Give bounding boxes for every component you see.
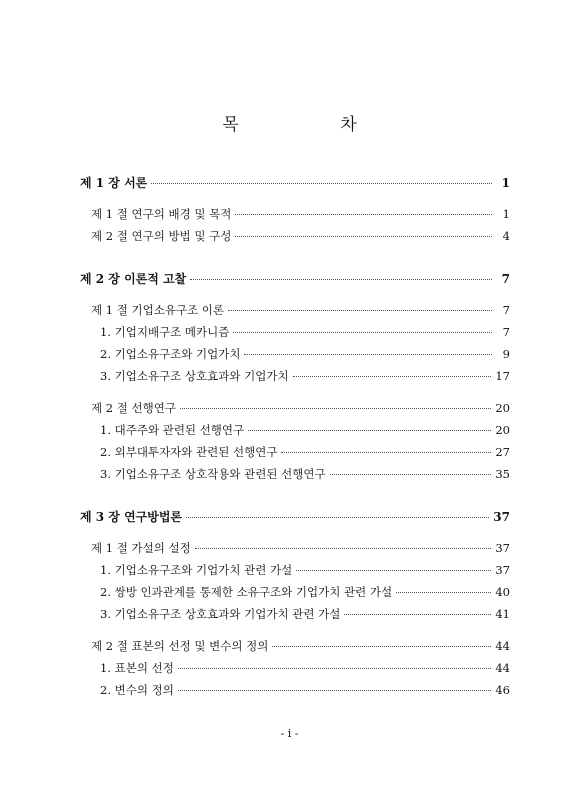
dot-leader <box>178 690 492 691</box>
dot-leader <box>272 646 491 647</box>
toc-page-number: 37 <box>495 563 510 577</box>
toc-entry-text: 2. 쌍방 인과관계를 통제한 소유구조와 기업가치 관련 가설 <box>100 585 393 599</box>
toc-item <box>80 422 510 444</box>
dot-leader <box>244 354 492 355</box>
toc-entry-text: 제 2 절 연구의 방법 및 구성 <box>91 229 232 243</box>
toc-page-number: 20 <box>495 401 510 415</box>
dot-leader <box>151 183 492 184</box>
toc-item <box>80 368 510 390</box>
toc-chapter <box>80 174 510 196</box>
toc-item <box>80 584 510 606</box>
toc-chapter <box>80 270 510 292</box>
toc-item <box>80 660 510 682</box>
toc-section <box>80 400 510 422</box>
toc-page-number: 20 <box>495 423 510 437</box>
toc-item <box>80 466 510 488</box>
dot-leader <box>235 236 492 237</box>
dot-leader <box>233 332 492 333</box>
page-title: 목 차 <box>222 115 405 135</box>
toc-item <box>80 324 510 346</box>
toc-page-number: 41 <box>495 607 510 621</box>
toc-entry-text: 제 2 절 선행연구 <box>91 401 176 415</box>
toc-page-number: 4 <box>502 229 510 243</box>
toc-entry-text: 2. 변수의 정의 <box>100 683 174 697</box>
dot-leader <box>248 430 491 431</box>
toc-section <box>80 302 510 324</box>
dot-leader <box>180 408 491 409</box>
toc-page-number: 1 <box>502 207 510 221</box>
dot-leader <box>190 279 492 280</box>
dot-leader <box>178 668 492 669</box>
toc-item <box>80 562 510 584</box>
toc-entry-text: 3. 기업소유구조 상호작용와 관련된 선행연구 <box>100 467 326 481</box>
toc-item <box>80 682 510 704</box>
dot-leader <box>186 517 489 518</box>
toc-page-number: 7 <box>501 272 510 286</box>
toc-entry-text: 1. 표본의 선정 <box>100 661 174 675</box>
toc-page-number: 9 <box>502 347 510 361</box>
dot-leader <box>344 614 491 615</box>
toc-page-number: 1 <box>501 176 510 190</box>
toc-page-number: 17 <box>495 369 510 383</box>
page-number-footer: - i - <box>280 727 299 740</box>
toc-entry-text: 제 1 절 기업소유구조 이론 <box>91 303 225 317</box>
dot-leader <box>296 570 491 571</box>
toc-item <box>80 346 510 368</box>
toc-entry-text: 제 2 절 표본의 선정 및 변수의 정의 <box>91 639 269 653</box>
toc-section <box>80 540 510 562</box>
toc-section <box>80 638 510 660</box>
toc-entry-text: 1. 대주주와 관련된 선행연구 <box>100 423 245 437</box>
table-of-contents <box>80 174 510 704</box>
toc-section <box>80 228 510 250</box>
toc-entry-text: 제 1 절 연구의 배경 및 목적 <box>91 207 232 221</box>
toc-page-number: 7 <box>502 325 510 339</box>
toc-page-number: 44 <box>495 639 510 653</box>
toc-page-number: 44 <box>495 661 510 675</box>
toc-page-number: 46 <box>495 683 510 697</box>
dot-leader <box>293 376 492 377</box>
toc-entry-text: 2. 외부대투자자와 관련된 선행연구 <box>100 445 278 459</box>
toc-entry-text: 제 1 장 서론 <box>80 176 148 190</box>
dot-leader <box>396 592 491 593</box>
toc-entry-text: 제 2 장 이론적 고찰 <box>80 272 187 286</box>
toc-chapter <box>80 508 510 530</box>
toc-entry-text: 2. 기업소유구조와 기업가치 <box>100 347 241 361</box>
toc-entry-text: 1. 기업지배구조 메카니즘 <box>100 325 230 339</box>
toc-entry-text: 제 3 장 연구방법론 <box>80 510 183 524</box>
toc-page-number: 37 <box>495 541 510 555</box>
toc-item <box>80 606 510 628</box>
dot-leader <box>235 214 492 215</box>
toc-page-number: 37 <box>493 510 510 524</box>
toc-page-number: 40 <box>495 585 510 599</box>
toc-entry-text: 3. 기업소유구조 상호효과와 기업가치 <box>100 369 289 383</box>
toc-entry-text: 제 1 절 가설의 설정 <box>91 541 191 555</box>
toc-page-number: 7 <box>502 303 510 317</box>
dot-leader <box>195 548 492 549</box>
dot-leader <box>281 452 491 453</box>
dot-leader <box>228 310 492 311</box>
toc-page-number: 35 <box>495 467 510 481</box>
toc-section <box>80 206 510 228</box>
toc-page-number: 27 <box>495 445 510 459</box>
toc-entry-text: 1. 기업소유구조와 기업가치 관련 가설 <box>100 563 293 577</box>
toc-entry-text: 3. 기업소유구조 상호효과와 기업가치 관련 가설 <box>100 607 341 621</box>
toc-item <box>80 444 510 466</box>
dot-leader <box>330 474 492 475</box>
